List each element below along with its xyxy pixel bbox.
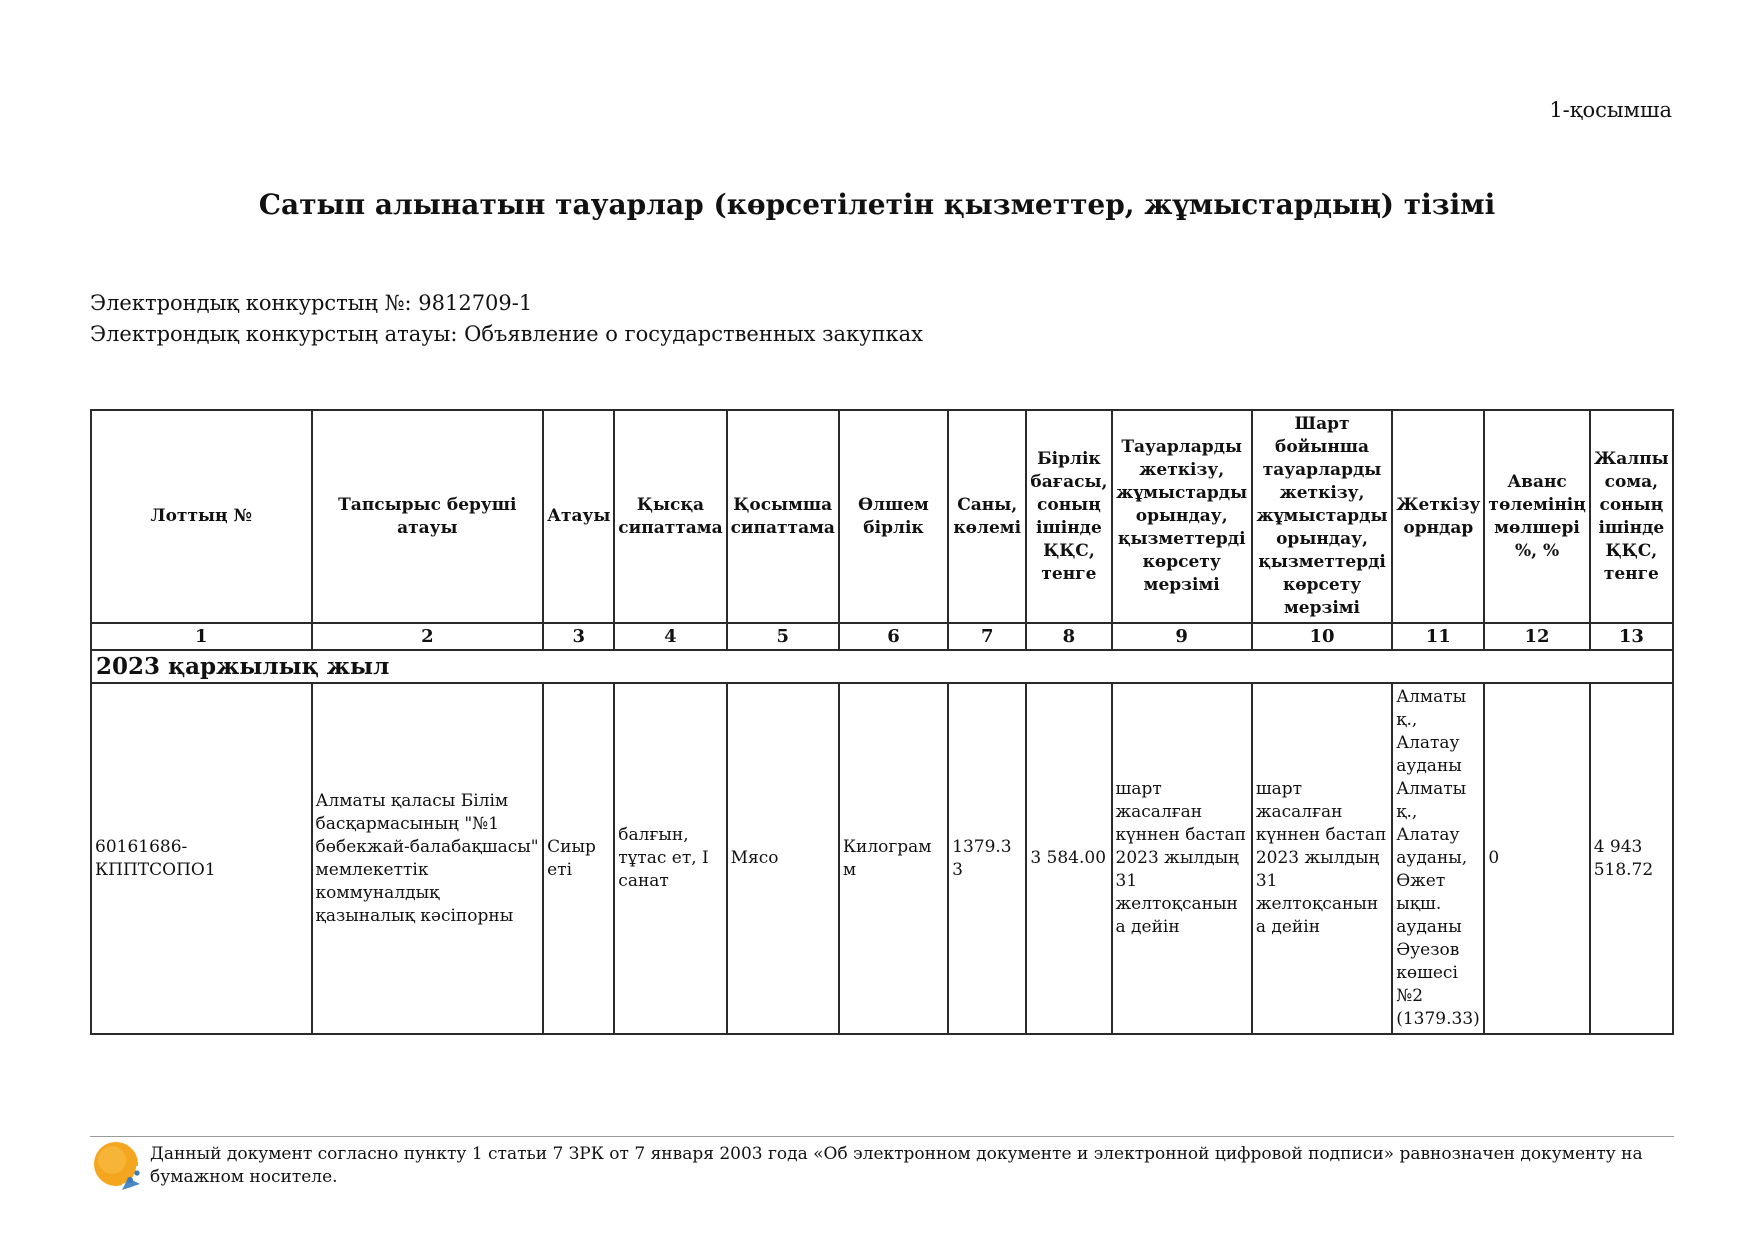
cell-total: 4 943 518.72 [1590, 683, 1673, 1034]
egov-sun-logo-icon [92, 1140, 144, 1192]
header-delivery-places: Жеткізу орндар [1392, 410, 1484, 623]
contest-number: Электрондық конкурстың №: 9812709-1 [90, 291, 533, 315]
column-number: 6 [839, 623, 948, 650]
column-number: 7 [948, 623, 1026, 650]
header-quantity: Саны, көлемі [948, 410, 1026, 623]
cell-advance: 0 [1484, 683, 1589, 1034]
header-total: Жалпы сома, соның ішінде ҚҚС, тенге [1590, 410, 1673, 623]
header-customer: Тапсырыс беруші атауы [312, 410, 544, 623]
header-contract-term: Шарт бойынша тауарларды жеткізу, жұмыстарды орындау, қызметтерді көрсету мерзімі [1252, 410, 1392, 623]
document-title: Сатып алынатын тауарлар (көрсетілетін қызметтер, жұмыстардың) тізімі [258, 188, 1496, 221]
footer-divider [90, 1136, 1674, 1137]
cell-lot-no: 60161686-КППТСОПО1 [91, 683, 312, 1034]
cell-short-desc: балғын, тұтас ет, I санат [614, 683, 726, 1034]
table-row [91, 683, 1673, 1034]
fiscal-year-label: 2023 қаржылық жыл [91, 650, 1673, 683]
header-unit: Өлшем бірлік [839, 410, 948, 623]
lots-table [90, 409, 1674, 1035]
cell-unit: Килограмм [839, 683, 948, 1034]
cell-quantity: 1379.33 [948, 683, 1026, 1034]
column-number: 5 [727, 623, 839, 650]
column-number: 1 [91, 623, 312, 650]
cell-delivery-term: шарт жасалған күннен бастап 2023 жылдың 31 желтоқсанына дейін [1112, 683, 1252, 1034]
header-lot-no: Лоттың № [91, 410, 312, 623]
header-advance: Аванс төлемінің мөлшері %, % [1484, 410, 1589, 623]
cell-customer: Алматы қаласы Білім басқармасының "№1 бөбекжай-балабақшасы" мемлекеттік коммуналдық қазыналық кәсіпорны [312, 683, 544, 1034]
column-number: 9 [1112, 623, 1252, 650]
cell-delivery-places: Алматы қ., Алатау ауданы Алматы қ., Алатау ауданы, Өжет ықш. ауданы Әуезов көшесі №2 (1379.33) [1392, 683, 1484, 1034]
column-number: 12 [1484, 623, 1589, 650]
contest-name: Электрондық конкурстың атауы: Объявление о государственных закупках [90, 322, 924, 346]
footer-legal-notice: Данный документ согласно пункту 1 статьи 7 ЗРК от 7 января 2003 года «Об электронном документе и электронной цифровой подписи» равнозначен документу на бумажном носителе. [150, 1144, 1643, 1187]
column-number: 10 [1252, 623, 1392, 650]
header-extra-desc: Қосымша сипаттама [727, 410, 839, 623]
header-name: Атауы [543, 410, 614, 623]
contest-info [90, 288, 923, 350]
column-number: 4 [614, 623, 726, 650]
column-number: 11 [1392, 623, 1484, 650]
fiscal-year-row [91, 650, 1673, 683]
column-number: 3 [543, 623, 614, 650]
header-unit-price: Бірлік бағасы, соның ішінде ҚҚС, тенге [1026, 410, 1111, 623]
column-number-row [91, 623, 1673, 650]
column-number: 8 [1026, 623, 1111, 650]
cell-unit-price: 3 584.00 [1026, 683, 1111, 1034]
column-number: 2 [312, 623, 544, 650]
cell-contract-term: шарт жасалған күннен бастап 2023 жылдың 31 желтоқсанына дейін [1252, 683, 1392, 1034]
table-header-row [91, 410, 1673, 623]
column-number: 13 [1590, 623, 1673, 650]
cell-extra-desc: Мясо [727, 683, 839, 1034]
cell-name: Сиыр еті [543, 683, 614, 1034]
header-delivery-term: Тауарларды жеткізу, жұмыстарды орындау, қызметтерді көрсету мерзімі [1112, 410, 1252, 623]
appendix-label: 1-қосымша [1549, 98, 1672, 122]
header-short-desc: Қысқа сипаттама [614, 410, 726, 623]
